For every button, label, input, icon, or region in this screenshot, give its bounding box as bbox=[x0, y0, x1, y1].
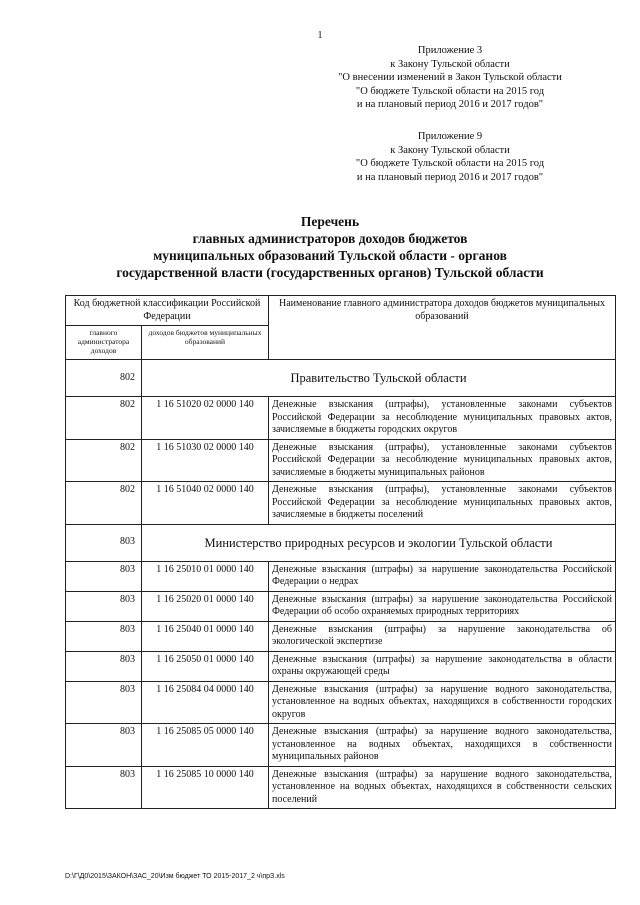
admin-code-cell: 803 bbox=[66, 724, 142, 767]
title-line: Перечень bbox=[300, 214, 360, 229]
table-row bbox=[66, 482, 616, 525]
description-cell: Денежные взыскания (штрафы) за нарушение водного законодательства, установленное на водных объектах, находящихся в собственности городских округов bbox=[269, 681, 616, 724]
admin-code-cell: 803 bbox=[66, 651, 142, 681]
title-line: государственной власти (государственных органов) Тульской области bbox=[116, 265, 544, 280]
table-row bbox=[66, 591, 616, 621]
income-code-cell: 1 16 51040 02 0000 140 bbox=[142, 482, 269, 525]
admin-code-cell: 802 bbox=[66, 397, 142, 440]
document-title bbox=[60, 213, 600, 281]
table-header-row bbox=[66, 296, 616, 326]
admin-code-cell: 803 bbox=[66, 766, 142, 809]
admin-code-cell: 803 bbox=[66, 621, 142, 651]
header-income: доходов бюджетов муниципальных образований bbox=[142, 326, 269, 360]
income-code-cell: 1 16 25050 01 0000 140 bbox=[142, 651, 269, 681]
income-code-cell: 1 16 25020 01 0000 140 bbox=[142, 591, 269, 621]
income-code-cell: 1 16 51020 02 0000 140 bbox=[142, 397, 269, 440]
administrators-table bbox=[65, 295, 616, 809]
income-code-cell: 1 16 25084 04 0000 140 bbox=[142, 681, 269, 724]
admin-code-cell: 802 bbox=[66, 360, 142, 397]
appendix-line: и на плановый период 2016 и 2017 годов" bbox=[356, 99, 544, 110]
description-cell: Денежные взыскания (штрафы) за нарушение водного законодательства, установленное на водных объектах, находящихся в собственности сельских поселений bbox=[269, 766, 616, 809]
title-line: муниципальных образований Тульской области - органов bbox=[153, 248, 507, 263]
admin-code-cell: 803 bbox=[66, 681, 142, 724]
table-row bbox=[66, 651, 616, 681]
appendix-line: и на плановый период 2016 и 2017 годов" bbox=[356, 171, 544, 183]
description-cell: Денежные взыскания (штрафы) за нарушение законодательства в области охраны окружающей среды bbox=[269, 651, 616, 681]
description-cell: Денежные взыскания (штрафы) за нарушение законодательства Российской Федерации об особо охраняемых природных территориях bbox=[269, 591, 616, 621]
income-code-cell: 1 16 25040 01 0000 140 bbox=[142, 621, 269, 651]
appendix-line: "О бюджете Тульской области на 2015 год bbox=[355, 158, 545, 169]
admin-code-cell: 802 bbox=[66, 482, 142, 525]
table-row bbox=[66, 439, 616, 482]
header-admin: главного администратора доходов bbox=[66, 326, 142, 360]
admin-code-cell: 803 bbox=[66, 524, 142, 561]
description-cell: Денежные взыскания (штрафы) за нарушение законодательства Российской Федерации о недрах bbox=[269, 561, 616, 591]
appendix-line: Приложение 3 bbox=[417, 45, 483, 56]
description-cell: Денежные взыскания (штрафы), установленные законами субъектов Российской Федерации за несоблюдение муниципальных правовых актов, зачисляемые в бюджеты городских округов bbox=[269, 397, 616, 440]
description-cell: Денежные взыскания (штрафы) за нарушение водного законодательства, установленное на водных объектах, находящихся в собственности муниципальных районов bbox=[269, 724, 616, 767]
table-row bbox=[66, 681, 616, 724]
income-code-cell: 1 16 25010 01 0000 140 bbox=[142, 561, 269, 591]
agency-row bbox=[66, 524, 616, 561]
description-cell: Денежные взыскания (штрафы) за нарушение законодательства об экологической экспертизе bbox=[269, 621, 616, 651]
table-row bbox=[66, 724, 616, 767]
appendix-line: Приложение 9 bbox=[417, 131, 483, 142]
file-path-footer: D:\Г\Д0\2015\ЗАКОН\ЗАС_20\Изм бюджет ТО 2015-2017_2 ч\прЗ.xls bbox=[65, 873, 285, 880]
agency-row bbox=[66, 360, 616, 397]
table-row bbox=[66, 561, 616, 591]
description-cell: Денежные взыскания (штрафы), установленные законами субъектов Российской Федерации за несоблюдение муниципальных правовых актов, зачисляемые в бюджеты муниципальных районов bbox=[269, 439, 616, 482]
table-row bbox=[66, 621, 616, 651]
description-cell: Денежные взыскания (штрафы), установленные законами субъектов Российской Федерации за несоблюдение муниципальных правовых актов, зачисляемые в бюджеты поселений bbox=[269, 482, 616, 525]
table-row bbox=[66, 397, 616, 440]
appendix-line: "О внесении изменений в Закон Тульской области bbox=[338, 72, 562, 83]
page-number: 1 bbox=[317, 30, 323, 41]
appendix-line: к Закону Тульской области bbox=[390, 58, 510, 70]
title-line: главных администраторов доходов бюджетов bbox=[192, 231, 468, 246]
header-kbk: Код бюджетной классификации Российской Федерации bbox=[66, 296, 269, 326]
admin-code-cell: 803 bbox=[66, 561, 142, 591]
agency-name-cell: Правительство Тульской области bbox=[142, 360, 616, 397]
table-row bbox=[66, 766, 616, 809]
admin-code-cell: 802 bbox=[66, 439, 142, 482]
income-code-cell: 1 16 25085 05 0000 140 bbox=[142, 724, 269, 767]
appendix-original-block bbox=[300, 130, 600, 184]
appendix-line: к Закону Тульской области bbox=[390, 144, 510, 156]
header-name: Наименование главного администратора доходов бюджетов муниципальных образований bbox=[269, 296, 616, 360]
appendix-current-block bbox=[300, 44, 600, 112]
income-code-cell: 1 16 25085 10 0000 140 bbox=[142, 766, 269, 809]
appendix-line: "О бюджете Тульской области на 2015 год bbox=[355, 85, 545, 97]
admin-code-cell: 803 bbox=[66, 591, 142, 621]
income-code-cell: 1 16 51030 02 0000 140 bbox=[142, 439, 269, 482]
agency-name-cell: Министерство природных ресурсов и экологии Тульской области bbox=[142, 524, 616, 561]
